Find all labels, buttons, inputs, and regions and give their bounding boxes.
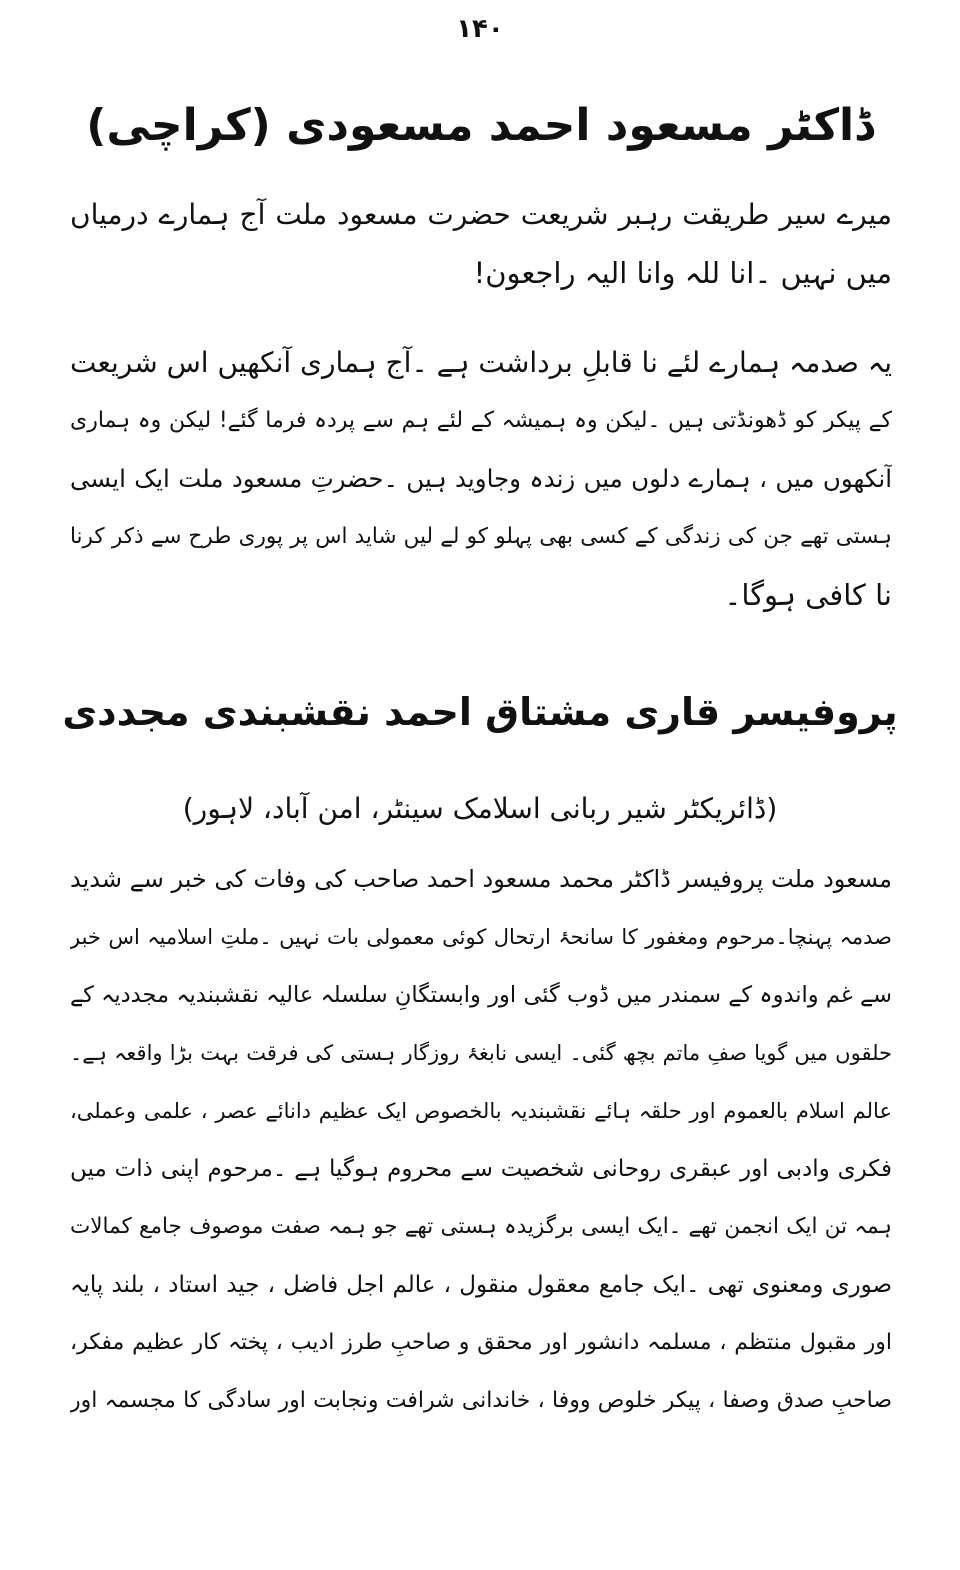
section-heading: ڈاکٹر مسعود احمد مسعودی (کراچی) [86, 100, 874, 151]
text-line: مسعود ملت پروفیسر ڈاکٹر محمد مسعود احمد صاحب کی وفات کی خبر سے شدید [70, 865, 892, 893]
text-line: صدمہ پہنچا۔مرحوم ومغفور کا سانحۂ ارتحال کوئی معمولی بات نہیں ۔ملتِ اسلامیہ اس خبر [70, 925, 892, 949]
text-line: ہمہ تن ایک انجمن تھے ۔ایک ایسی برگزیدہ ہستی تھے جو ہمہ صفت موصوف جامع کمالات [70, 1214, 892, 1239]
text-line: آنکھوں میں ، ہمارے دلوں میں زندہ وجاوید ہیں ۔حضرتِ مسعود ملت ایک ایسی [70, 464, 892, 493]
text-line: سے غم واندوہ کے سمندر میں ڈوب گئی اور وابستگانِ سلسلہ عالیہ نقشبندیہ مجددیہ کے [70, 982, 892, 1008]
text-line: یہ صدمہ ہمارے لئے نا قابلِ برداشت ہے ۔آج ہماری آنکھیں اس شریعت [70, 346, 892, 379]
text-line: کے پیکر کو ڈھونڈتی ہیں ۔لیکن وہ ہمیشہ کے لئے ہم سے پردہ فرما گئے! لیکن وہ ہماری [70, 408, 892, 433]
paragraph [70, 334, 892, 624]
paragraph [70, 850, 892, 1430]
text-line: فکری وادبی اور عبقری روحانی شخصیت سے محروم ہوگیا ہے ۔مرحوم اپنی ذات میں [70, 1156, 892, 1182]
text-line: عالم اسلام بالعموم اور حلقہ ہائے نقشبندیہ بالخصوص ایک عظیم دانائے عصر ، علمی وعملی، [70, 1099, 892, 1123]
text-line: حلقوں میں گویا صفِ ماتم بچھ گئی۔ ایسی نابغۂ روزگار ہستی کی فرقت بہت بڑا واقعہ ہے۔ [70, 1041, 892, 1065]
text-line: اور مقبول منتظم ، مسلمہ دانشور اور محقق و صاحبِ طرز ادیب ، پختہ کار عظیم مفکر، [70, 1330, 892, 1355]
text-line: ہستی تھے جن کی زندگی کے کسی بھی پہلو کو لے لیں شاید اس پر پوری طرح سے ذکر کرنا [70, 524, 892, 549]
text-line: صاحبِ صدق وصفا ، پیکر خلوص ووفا ، خاندانی شرافت ونجابت اور سادگی کا مجسمہ اور [70, 1388, 892, 1413]
paragraph [70, 186, 892, 302]
text-line: نا کافی ہوگا۔ [724, 578, 892, 612]
section-heading: پروفیسر قاری مشتاق احمد نقشبندی مجددی [62, 690, 898, 734]
section-subtitle: (ڈائریکٹر شیر ربانی اسلامک سینٹر، امن آباد، لاہور) [182, 792, 778, 825]
text-line: صوری ومعنوی تھی ۔ایک جامع معقول منقول ، عالم اجل فاضل ، جید استاد ، بلند پایہ [70, 1272, 892, 1298]
text-line: میں نہیں ۔انا للہ وانا الیہ راجعون! [473, 256, 892, 290]
page-number: ۱۴۰ [456, 14, 504, 44]
text-line: میرے سیر طریقت رہبر شریعت حضرت مسعود ملت آج ہمارے درمیاں [70, 198, 892, 231]
